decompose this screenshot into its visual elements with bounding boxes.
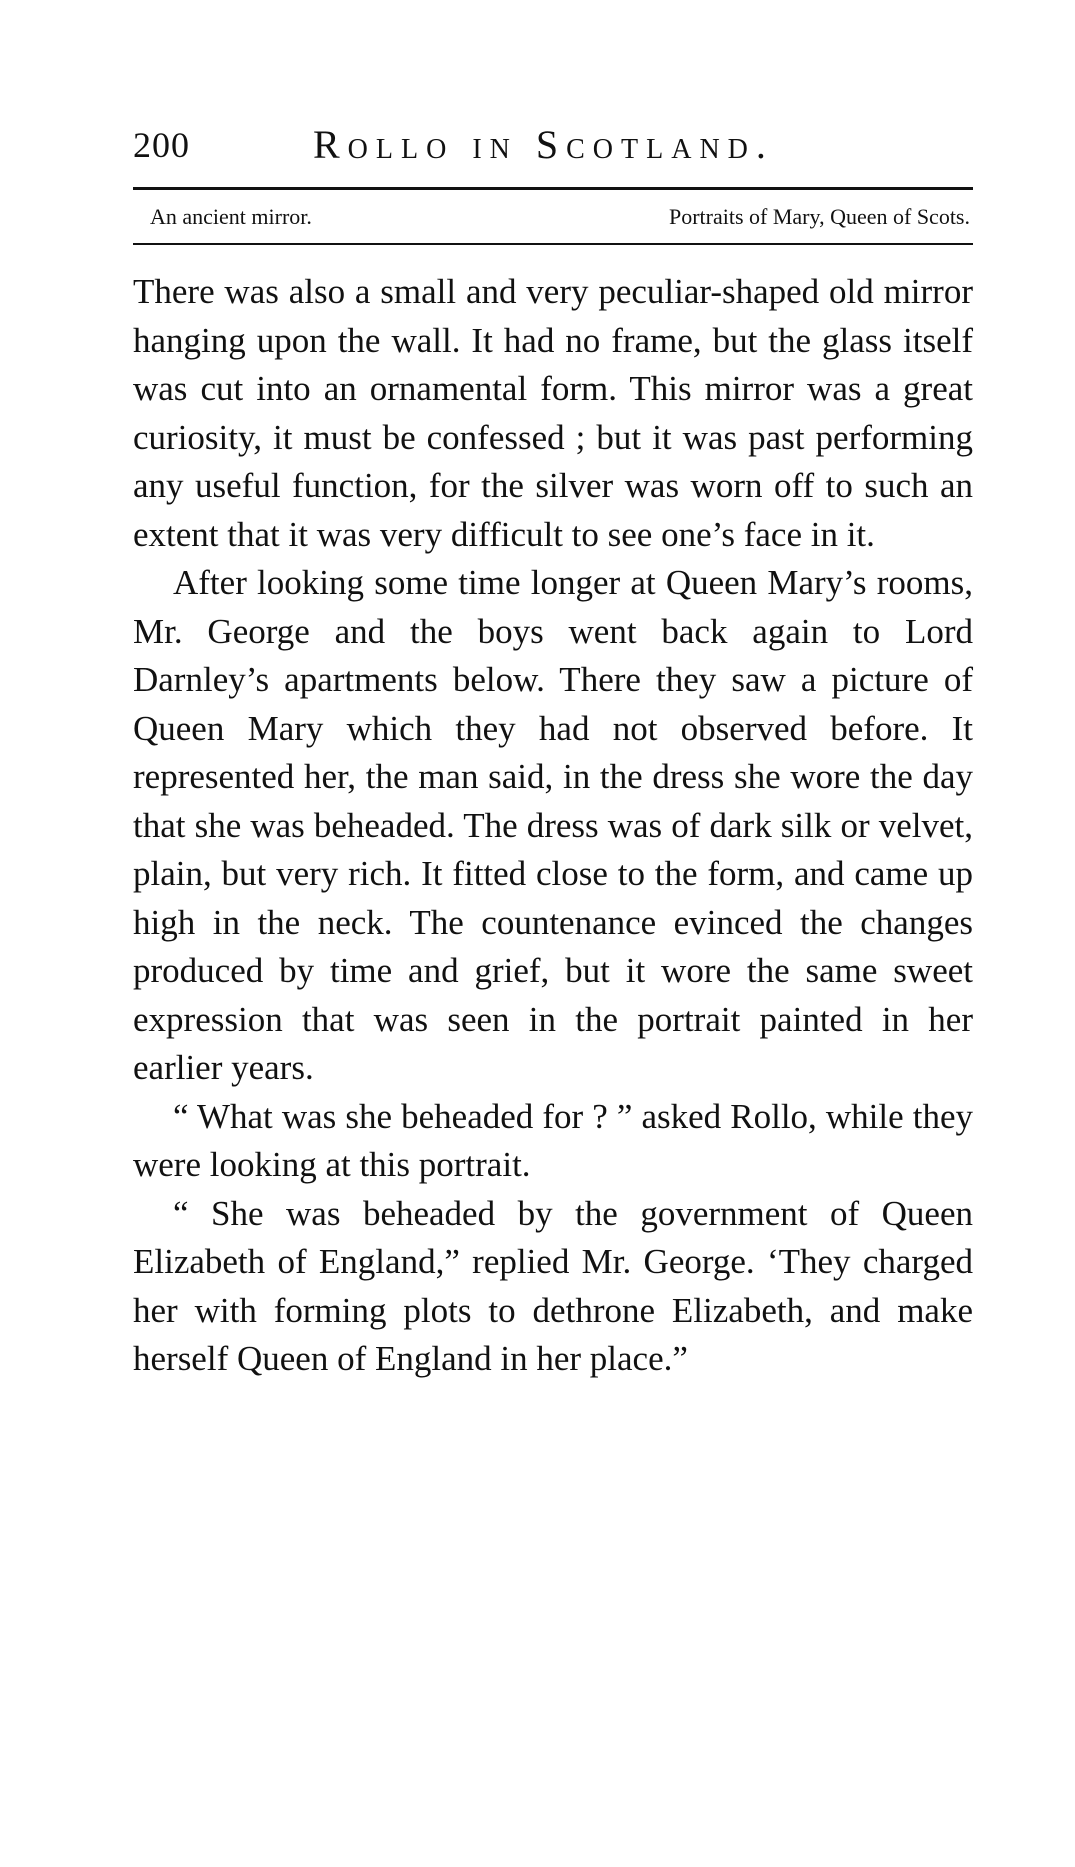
header-rule-top [133,187,973,190]
side-note-right: Portraits of Mary, Queen of Scots. [668,204,970,229]
side-note-left: An ancient mirror. [150,204,312,229]
book-title: Rollo in Scotland. [313,122,774,167]
paragraph-rollo-question: “ What was she beheaded for ? ” asked Rollo, while they were looking at this portrait. [133,1096,973,1184]
page-number: 200 [133,125,190,165]
running-head [133,122,973,168]
header-rule-bottom [133,243,973,245]
side-notes [150,200,970,234]
paragraph-portrait: After looking some time longer at Queen Mary’s rooms, Mr. George and the boys went back again to Lord Darnley’s apartments below. There they saw a picture of Queen Mary which they had not observed before. It represented her, the man said, in the dress she wore the day that she was beheaded. The dress was of dark silk or velvet, plain, but very rich. It fitted close to the form, and came up high in the neck. The countenance evinced the changes produced by time and grief, but it wore the same sweet expression that was seen in the portrait painted in her earlier years. [133,563,973,1087]
paragraph-george-reply: “ She was beheaded by the government of Queen Elizabeth of England,” replied Mr. George. ‘They charged her with forming plots to dethrone Elizabeth, and make herself Queen of England in her place.” [133,1193,973,1378]
body-text [133,268,973,1384]
paragraph-mirror: There was also a small and very peculiar-shaped old mirror hanging upon the wall. It had no frame, but the glass itself was cut into an ornamental form. This mirror was a great curiosity, it must be confessed ; but it was past performing any useful function, for the silver was worn off to such an extent that it was very difficult to see one’s face in it. [133,272,973,554]
